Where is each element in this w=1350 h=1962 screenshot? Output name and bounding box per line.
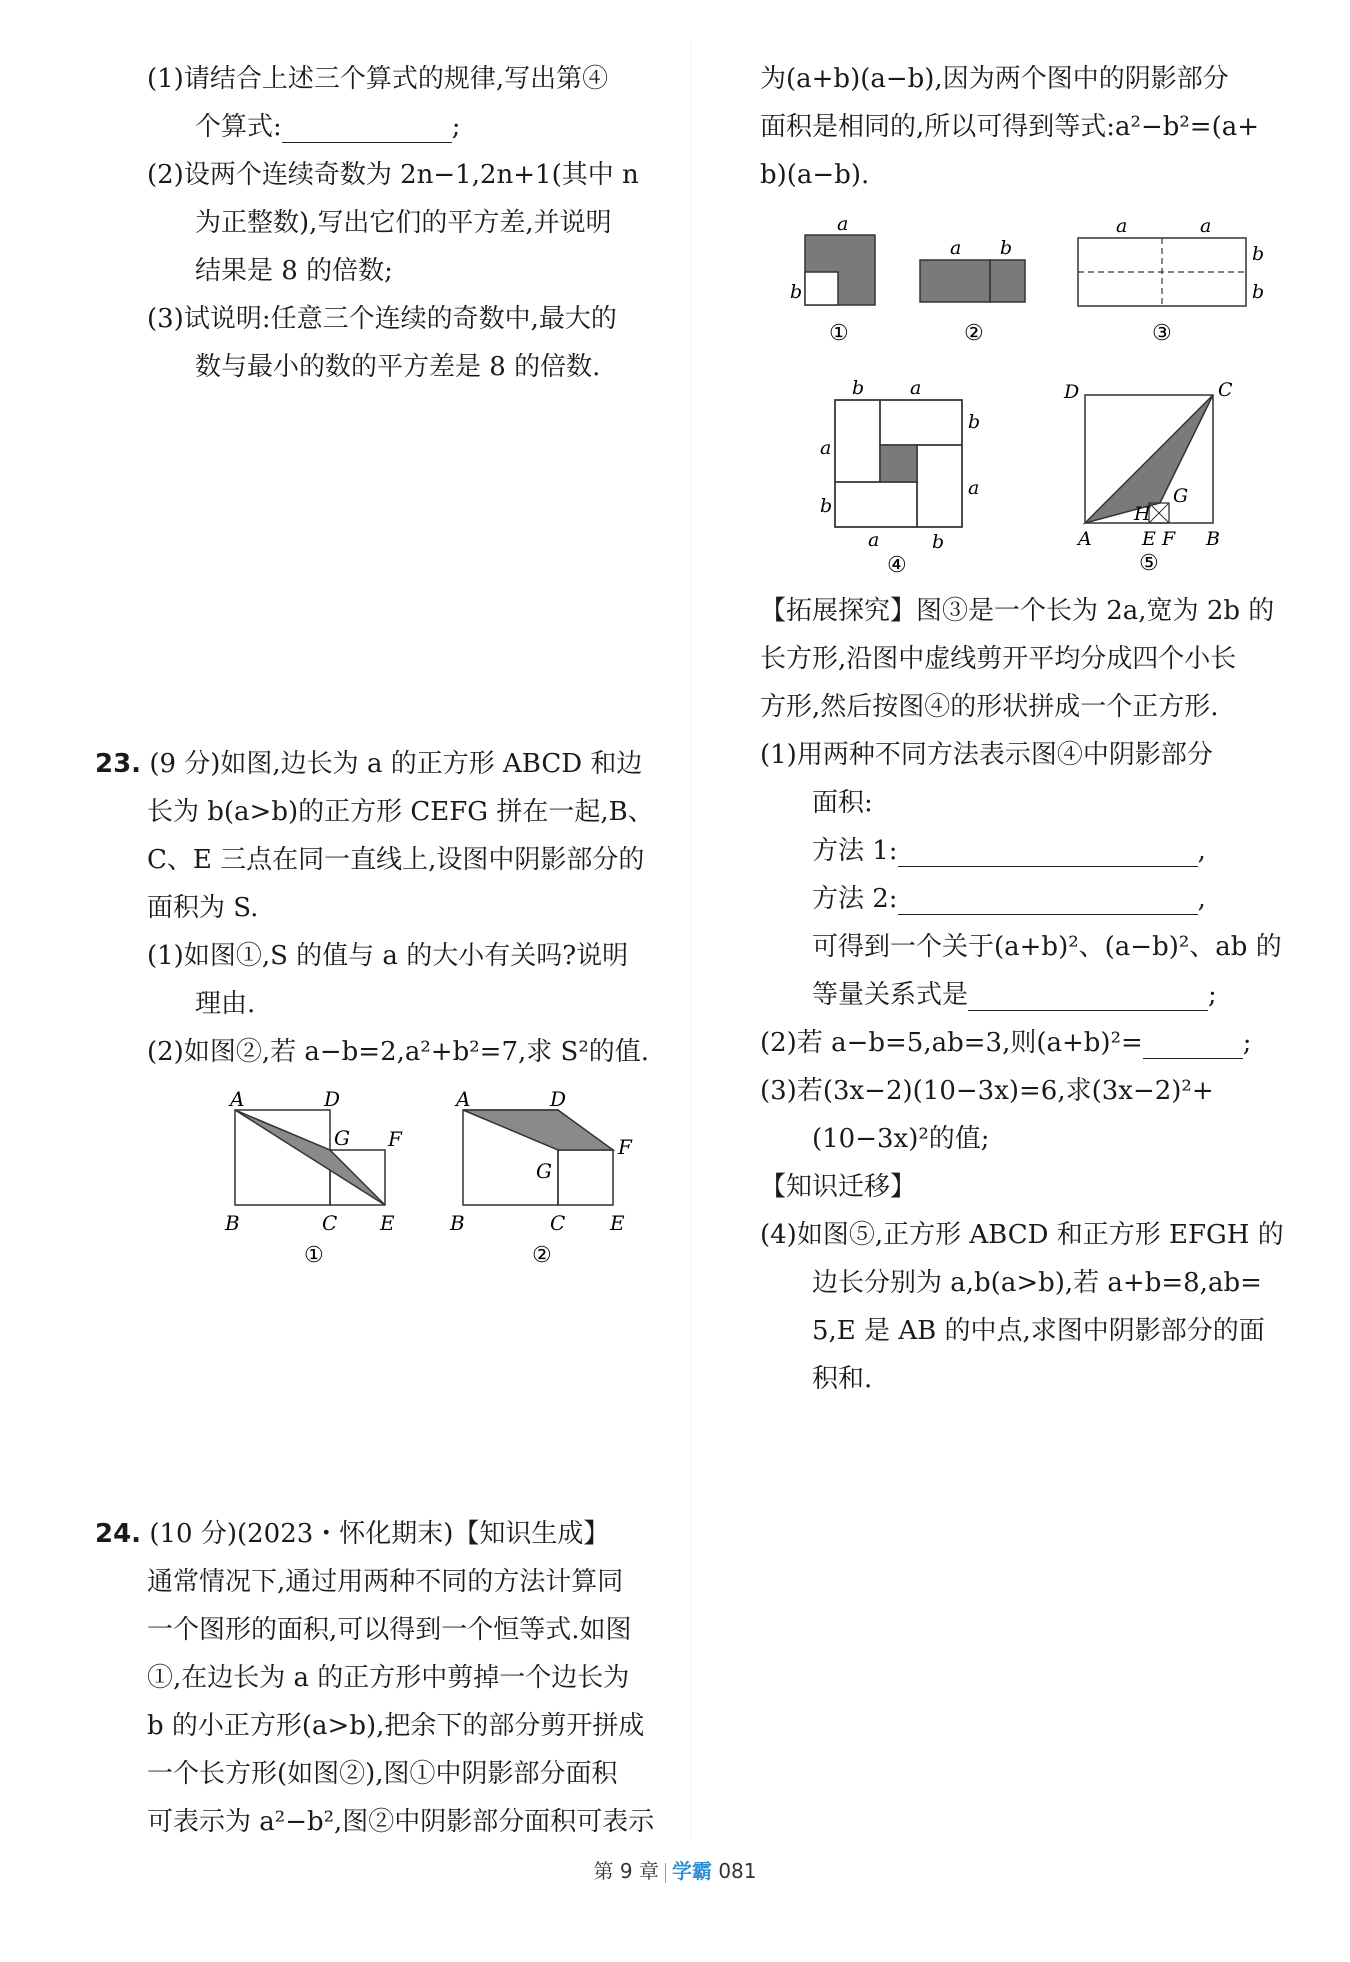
- svg-text:①: ①: [304, 1243, 324, 1268]
- q23-figure-2: [449, 1090, 633, 1268]
- q23-figures: [220, 1090, 640, 1270]
- right-column-top: 为(a+b)(a−b),因为两个图中的阴影部分 面积是相同的,所以可得到等式:a²−b²=(a+ b)(a−b).: [760, 64, 1260, 190]
- svg-text:a: a: [868, 529, 880, 551]
- q23-figure-1: [224, 1090, 403, 1268]
- svg-text:b: b: [968, 411, 981, 433]
- column-divider: [691, 40, 692, 1840]
- q24-figure-1: [790, 213, 875, 346]
- svg-text:b: b: [790, 281, 803, 303]
- q24-figure-4: [820, 377, 980, 578]
- transfer-heading: 【知识迁移】: [760, 1172, 917, 1202]
- q23-part2: (2)如图②,若 a−b=2,a²+b²=7,求 S²的值.: [147, 1037, 650, 1067]
- answer-blank[interactable]: [282, 114, 452, 143]
- svg-text:b: b: [852, 377, 865, 399]
- svg-text:C: C: [1218, 379, 1233, 401]
- question-23: 23. (9 分)如图,边长为 a 的正方形 ABCD 和边 长为 b(a>b)的正方形 CEFG 拼在一起,B、 C、E 三点在同一直线上,设图中阴影部分的 面积为 S. (1)如图①,S 的值与 a 的大小有关吗?说明 理由. (2)如图②,若 a−b=2,a²+b²=7,求 S²的值.: [95, 740, 685, 1076]
- method-1: 方法 1: ,: [812, 836, 1206, 866]
- svg-text:A: A: [1078, 528, 1092, 550]
- brand-logo: 学霸: [671, 1859, 712, 1883]
- question-24: 24. (10 分)(2023・怀化期末)【知识生成】 通常情况下,通过用两种不同的方法计算同 一个图形的面积,可以得到一个恒等式.如图 ①,在边长为 a 的正方形中剪掉一个边长为 b 的小正方形(a>b),把余下的部分剪开拼成 一个长方形(如图②),图①中阴影部分面积 可表示为 a²−b²,图②中阴影部分面积可表示: [95, 1519, 655, 1837]
- q23-part1: (1)如图①,S 的值与 a 的大小有关吗?说明: [147, 941, 629, 971]
- svg-text:②: ②: [532, 1243, 552, 1268]
- svg-text:G: G: [536, 1159, 552, 1183]
- svg-text:⑤: ⑤: [1139, 551, 1159, 576]
- svg-text:F: F: [618, 1135, 632, 1159]
- q24-figures: [760, 210, 1280, 580]
- svg-text:E: E: [380, 1211, 395, 1235]
- q22-part2: (2)设两个连续奇数为 2n−1,2n+1(其中 n: [147, 160, 639, 190]
- relation-answer: 等量关系式是 ;: [812, 980, 1217, 1010]
- svg-text:a: a: [968, 477, 980, 499]
- svg-text:E: E: [1142, 528, 1156, 550]
- svg-text:②: ②: [964, 321, 984, 346]
- explore-heading: 【拓展探究】图③是一个长为 2a,宽为 2b 的: [760, 596, 1275, 626]
- q24-part3: (3)若(3x−2)(10−3x)=6,求(3x−2)²+: [760, 1076, 1214, 1106]
- q22-part1: (1)请结合上述三个算式的规律,写出第④: [147, 64, 609, 94]
- svg-text:D: D: [324, 1090, 341, 1111]
- q24-figure-5: [1063, 379, 1233, 576]
- page-number: 081: [718, 1859, 757, 1883]
- svg-text:①: ①: [829, 321, 849, 346]
- relation-blank[interactable]: [968, 982, 1208, 1011]
- svg-text:b: b: [932, 531, 945, 553]
- svg-text:G: G: [1173, 485, 1189, 507]
- svg-text:b: b: [1252, 243, 1265, 265]
- svg-text:B: B: [450, 1211, 465, 1235]
- left-column: (1)请结合上述三个算式的规律,写出第④ 个算式: ; (2)设两个连续奇数为 2n−1,2n+1(其中 n 为正整数),写出它们的平方差,并说明 结果是 8 的倍数; (3)试说明:任意三个连续的奇数中,最大的 数与最小的数的平方差是 8 的倍数.: [95, 55, 685, 391]
- svg-text:D: D: [1064, 381, 1080, 403]
- part2-blank[interactable]: [1143, 1030, 1243, 1059]
- q24-figure-2: [920, 237, 1025, 346]
- svg-text:③: ③: [1152, 321, 1172, 346]
- method-2-blank[interactable]: [898, 886, 1198, 915]
- q22-part3: (3)试说明:任意三个连续的奇数中,最大的: [147, 304, 617, 334]
- svg-text:B: B: [225, 1211, 240, 1235]
- svg-text:D: D: [550, 1090, 567, 1111]
- svg-text:b: b: [1000, 237, 1013, 259]
- page-footer: [0, 1855, 1350, 1884]
- q24-figure-3: [1078, 215, 1264, 346]
- svg-text:E: E: [610, 1211, 625, 1235]
- svg-text:A: A: [456, 1090, 471, 1111]
- svg-text:H: H: [1134, 503, 1151, 525]
- svg-text:F: F: [388, 1127, 402, 1151]
- svg-text:b: b: [1252, 281, 1265, 303]
- svg-text:F: F: [1162, 528, 1176, 550]
- method-2: 方法 2: ,: [812, 884, 1206, 914]
- chapter-label: 第 9 章: [593, 1859, 659, 1883]
- q22-part1-answer: 个算式: ;: [195, 112, 461, 142]
- svg-text:a: a: [950, 237, 962, 259]
- method-1-blank[interactable]: [898, 838, 1198, 867]
- q24-part4: (4)如图⑤,正方形 ABCD 和正方形 EFGH 的: [760, 1220, 1284, 1250]
- svg-text:a: a: [837, 213, 849, 235]
- svg-text:a: a: [910, 377, 922, 399]
- svg-text:a: a: [1200, 215, 1212, 237]
- svg-text:G: G: [334, 1126, 350, 1150]
- footer-separator: [665, 1863, 666, 1883]
- q24-part1: (1)用两种不同方法表示图④中阴影部分: [760, 740, 1213, 770]
- right-column-body: 【拓展探究】图③是一个长为 2a,宽为 2b 的 长方形,沿图中虚线剪开平均分成四个小长 方形,然后按图④的形状拼成一个正方形. (1)用两种不同方法表示图④中阴影部分 面积: 方法 1: , 方法 2: , 可得到一个关于(a+b)²、(a−b)²、ab 的 等量关系式是 ; (2)若 a−b=5,ab=3,则(a+b)²= ; (3)若(3x−2)(10−3x)=6,求(3x−2)²+ (10−3x)²的值; 【知识迁移】 (4)如图⑤,正方形 ABCD 和正方形 EFGH 的 边长分别为 a,b(a>b),若 a+b=8,ab= 5,E 是 AB 的中点,求图中阴影部分的面 积和.: [760, 587, 1300, 1403]
- svg-text:a: a: [1116, 215, 1128, 237]
- svg-text:A: A: [230, 1090, 245, 1111]
- svg-text:b: b: [820, 495, 833, 517]
- svg-text:C: C: [550, 1211, 566, 1235]
- svg-text:C: C: [322, 1211, 338, 1235]
- svg-text:④: ④: [887, 553, 907, 578]
- svg-text:B: B: [1206, 528, 1220, 550]
- svg-text:a: a: [820, 437, 832, 459]
- question-number: 24.: [95, 1519, 142, 1549]
- q24-part2: (2)若 a−b=5,ab=3,则(a+b)²= ;: [760, 1028, 1252, 1058]
- question-number: 23.: [95, 749, 142, 779]
